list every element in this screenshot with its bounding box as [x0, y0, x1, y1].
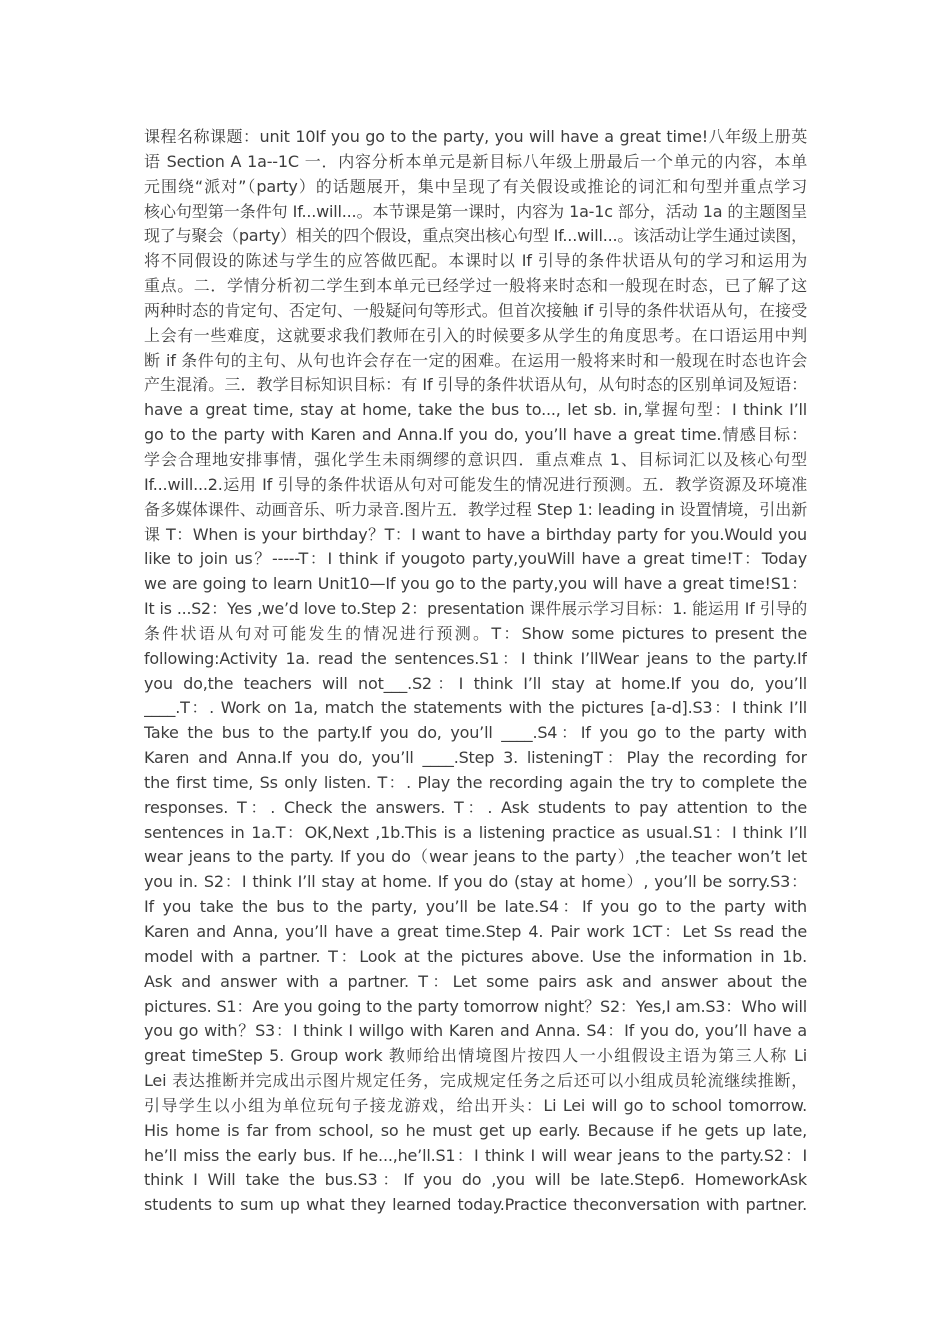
text-line	[144, 1218, 807, 1243]
text-line: 备多媒体课件、动画音乐、听力录音.图片五．教学过程 Step 1: leading in 设置情境，引出新	[144, 499, 807, 519]
text-line: Take the bus to the party.If you do, you’ll ____.S4：If you go to the party with	[144, 723, 807, 743]
text-line: 课 T：When is your birthday？T：I want to have a birthday party for you.Would you	[144, 524, 807, 544]
text-line: Ask and answer with a partner. T：Let some pairs ask and answer about the	[144, 971, 807, 991]
text-line: 现了与聚会（party）相关的四个假设，重点突出核心句型 If...will...。该活动让学生通过读图，	[144, 226, 807, 246]
text-line: ____.T：. Work on 1a, match the statements with the pictures [a-d].S3：I think I’ll	[144, 698, 807, 718]
text-line: sentences in 1a.T：OK,Next ,1b.This is a listening practice as usual.S1：I think I’ll	[144, 822, 807, 842]
text-line: 产生混淆。三．教学目标知识目标：有 If 引导的条件状语从句，从句时态的区别单词及短语：	[144, 375, 807, 395]
text-line: you do,the teachers will not___.S2：I think I’ll stay at home.If you do, you’ll	[144, 673, 807, 693]
text-line: the first time, Ss only listen. T：. Play the recording again the try to complete the	[144, 772, 807, 792]
text-line: 重点。二．学情分析初二学生到本单元已经学过一般将来时态和一般现在时态，已了解了这	[144, 276, 807, 296]
text-line: great timeStep 5. Group work 教师给出情境图片按四人一小组假设主语为第三人称 Li	[144, 1046, 807, 1066]
text-line: you in. S2：I think I’ll stay at home. If you do (stay at home）, you’ll be sorry.S3：	[144, 872, 807, 892]
text-line: 引导学生以小组为单位玩句子接龙游戏，给出开头：Li Lei will go to school tomorrow.	[144, 1095, 807, 1115]
text-line: wear jeans to the party. If you do（wear jeans to the party）,the teacher won’t let	[144, 847, 807, 867]
text-line: If you take the bus to the party, you’ll be late.S4：If you go to the party with	[144, 897, 807, 917]
text-line: Karen and Anna, you’ll have a great time.Step 4. Pair work 1CT：Let Ss read the	[144, 922, 807, 941]
text-line: 两种时态的肯定句、否定句、一般疑问句等形式。但首次接触 if 引导的条件状语从句，在接受	[144, 300, 807, 320]
text-line: Lei 表达推断并完成出示图片规定任务，完成规定任务之后还可以小组成员轮流继续推断，	[144, 1071, 807, 1091]
text-line: 断 if 条件句的主句、从句也许会存在一定的困难。在运用一般将来时和一般现在时态也许会	[144, 350, 807, 370]
text-line: responses. T：. Check the answers. T：. Ask students to pay attention to the	[144, 797, 807, 817]
text-line: following:Activity 1a. read the sentences.S1：I think I’llWear jeans to the party.If	[144, 648, 807, 668]
text-line: 上会有一些难度，这就要求我们教师在引入的时候要多从学生的角度思考。在口语运用中判	[144, 325, 807, 345]
text-line: If...will...2.运用 If 引导的条件状语从句对可能发生的情况进行预测。五．教学资源及环境准	[144, 474, 807, 494]
lesson-plan-text	[144, 125, 807, 1243]
text-line: have a great time, stay at home, take the bus to..., let sb. in,掌握句型：I think I’ll	[144, 400, 807, 420]
text-line: go to the party with Karen and Anna.If you do, you’ll have a great time.情感目标：	[144, 425, 807, 445]
text-line: 条件状语从句对可能发生的情况进行预测。T：Show some pictures to present the	[144, 623, 807, 643]
text-line: 元围绕“派对”（party）的话题展开，集中呈现了有关假设或推论的词汇和句型并重点学习	[144, 176, 807, 196]
text-line: he’ll miss the early bus. If he...,he’ll.S1：I think I will wear jeans to the party.S2：I	[144, 1145, 807, 1165]
text-line: pictures. S1：Are you going to the party tomorrow night？S2：Yes,I am.S3：Who will	[144, 996, 807, 1016]
text-line: students to sum up what they learned today.Practice theconversation with partner.	[144, 1195, 807, 1215]
text-line: His home is far from school, so he must get up early. Because if he gets up late,	[144, 1120, 807, 1140]
text-line: 核心句型第一条件句 If...will...。本节课是第一课时，内容为 1a-1c 部分，活动 1a 的主题图呈	[144, 201, 807, 221]
text-line: model with a partner. T：Look at the pictures above. Use the information in 1b.	[144, 946, 807, 966]
text-line: It is ...S2：Yes ,we’d love to.Step 2：presentation 课件展示学习目标：1. 能运用 If 引导的	[144, 599, 807, 619]
text-line: you go with？S3：I think I willgo with Karen and Anna. S4：If you do, you’ll have a	[144, 1021, 807, 1041]
text-line: Karen and Anna.If you do, you’ll ____.Step 3. listeningT：Play the recording for	[144, 748, 807, 768]
text-line: like to join us？-----T：I think if yougoto party,youWill have a great time!T：Today	[144, 549, 807, 569]
text-line: 课程名称课题：unit 10If you go to the party, you will have a great time!八年级上册英	[144, 127, 807, 146]
text-line: 将不同假设的陈述与学生的应答做匹配。本课时以 If 引导的条件状语从句的学习和运用为	[144, 251, 807, 271]
text-line: we are going to learn Unit10—If you go to the party,you will have a great time!S1：	[144, 574, 807, 594]
text-line: think I Will take the bus.S3：If you do ,you will be late.Step6. HomeworkAsk	[144, 1170, 807, 1190]
text-line: 学会合理地安排事情，强化学生未雨绸缪的意识四．重点难点 1、目标词汇以及核心句型	[144, 449, 807, 469]
text-line: 语 Section A 1a--1C 一．内容分析本单元是新目标八年级上册最后一个单元的内容，本单	[144, 151, 807, 171]
